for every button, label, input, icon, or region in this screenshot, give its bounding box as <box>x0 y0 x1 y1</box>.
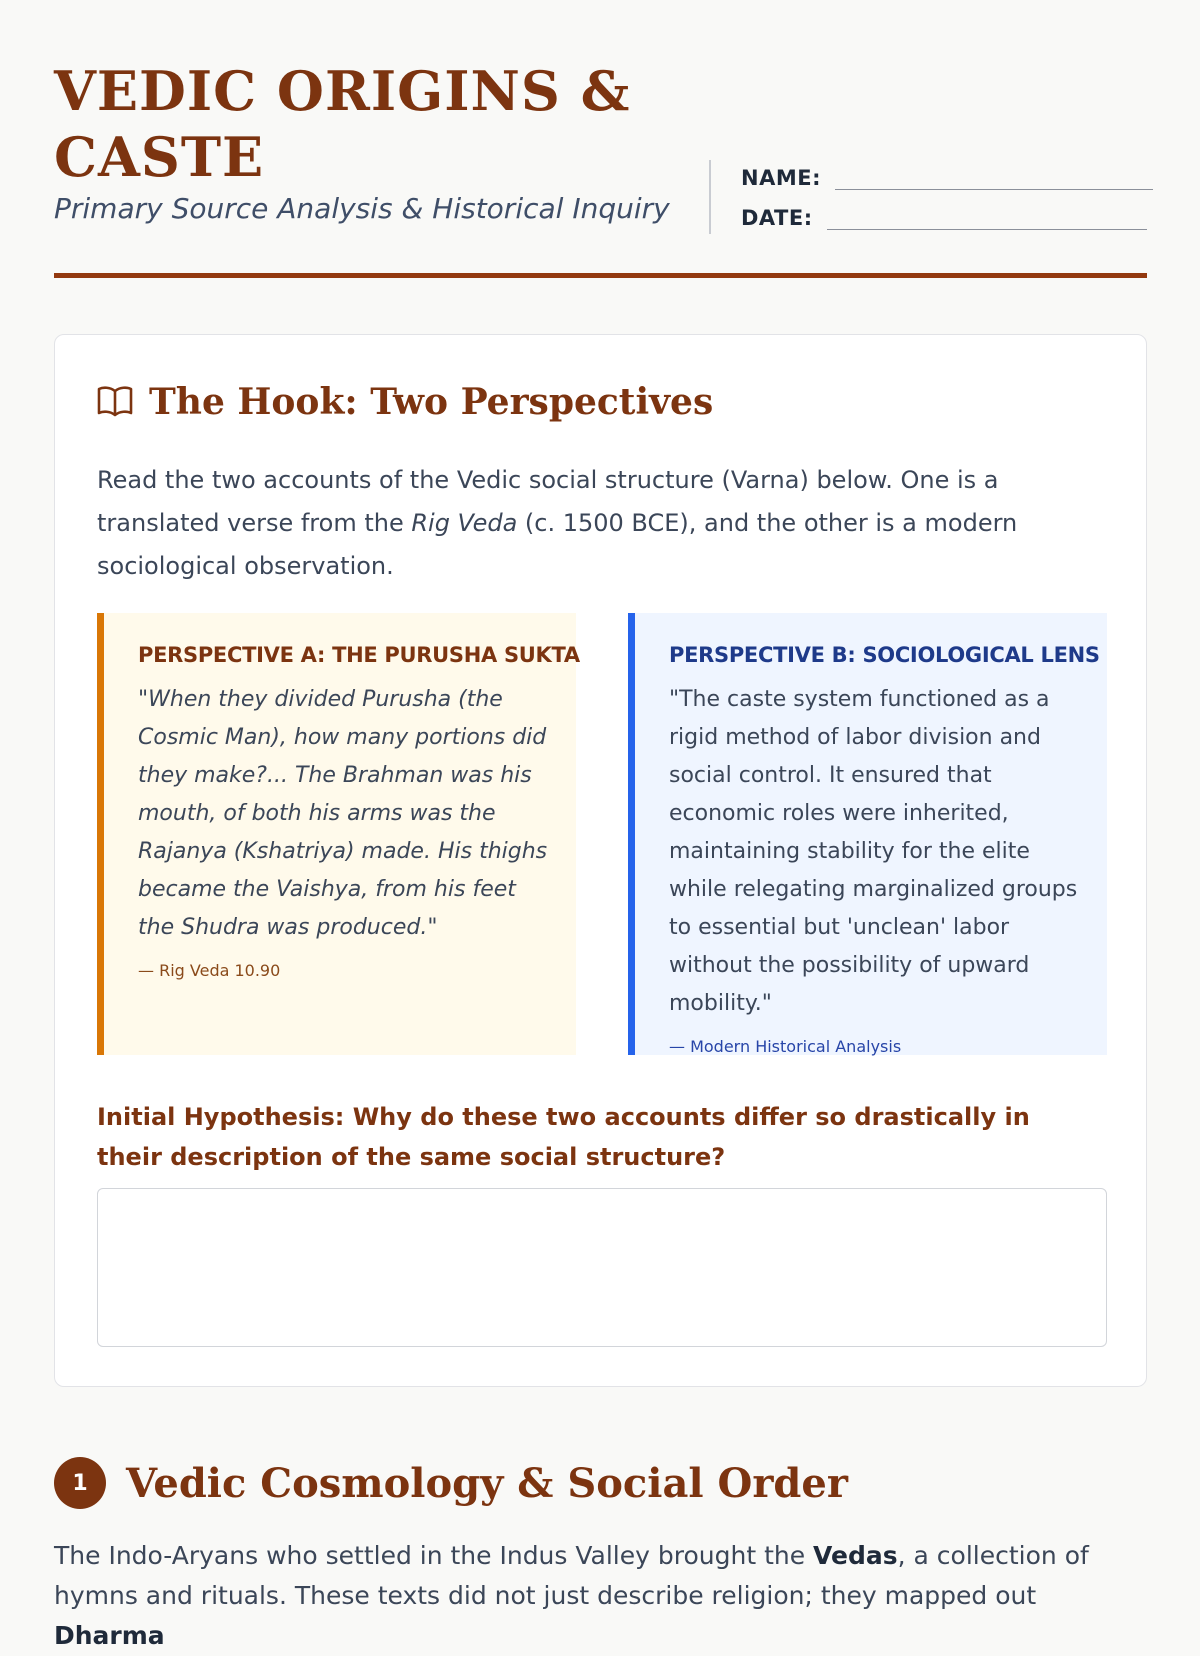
date-label: DATE: <box>741 206 813 230</box>
perspective-b-heading: PERSPECTIVE B: SOCIOLOGICAL LENS <box>669 643 1100 667</box>
worksheet-page <box>54 0 1147 1650</box>
perspective-b-citation: — Modern Historical Analysis <box>669 1037 902 1056</box>
hook-intro <box>97 459 1057 588</box>
section-1-text-2: , a collection of hymns and rituals. These texts did not just describe religion; they mapped out <box>54 1541 1089 1610</box>
name-line[interactable] <box>835 166 1153 190</box>
date-field[interactable] <box>741 206 1147 230</box>
section-1-body <box>54 1536 1147 1656</box>
perspective-a-heading: PERSPECTIVE A: THE PURUSHA SUKTA <box>138 643 580 667</box>
name-field[interactable] <box>741 166 1153 190</box>
section-1-bold-2: Dharma <box>54 1621 165 1650</box>
student-info-box <box>709 160 1147 234</box>
worksheet-header <box>54 0 1147 283</box>
perspective-a-quote: "When they divided Purusha (the Cosmic Man), how many portions did they make?... The Brahman was his mouth, of both his arms was the Rajanya (Kshatriya) made. His thighs became the Vaishya, from his feet the Shudra was produced." <box>138 687 548 940</box>
intro-part-2: (c. 1500 BCE), and the other is a modern sociological observation. <box>97 509 1018 580</box>
hypothesis-question: Initial Hypothesis: Why do these two accounts differ so drastically in their description of the same social structure? <box>97 1103 1030 1171</box>
section-1-title: Vedic Cosmology & Social Order <box>126 1459 848 1507</box>
hook-header <box>97 381 713 423</box>
page-subtitle: Primary Source Analysis & Historical Inquiry <box>54 192 670 225</box>
book-open-icon <box>97 385 133 419</box>
perspective-b-quote: "The caste system functioned as a rigid method of labor division and social control. It ensured that economic roles were inherited, maintaining stability for the elite while relegating marginalized groups to essential but 'unclean' labor without the possibility of upward mobility." <box>669 687 1078 1016</box>
perspective-a-box <box>97 613 580 1055</box>
perspective-b-box <box>628 613 1107 1055</box>
section-1-text-1: The Indo-Aryans who settled in the Indus Valley brought the <box>54 1541 814 1570</box>
hook-card <box>54 334 1147 1387</box>
hook-title: The Hook: Two Perspectives <box>149 381 714 423</box>
header-divider <box>54 273 1147 278</box>
section-1-header <box>54 1457 848 1509</box>
hypothesis-answer-box[interactable] <box>97 1188 1107 1347</box>
name-label: NAME: <box>741 166 821 190</box>
date-line[interactable] <box>827 206 1147 230</box>
perspective-a-citation: — Rig Veda 10.90 <box>138 961 281 980</box>
page-title: VEDIC ORIGINS & CASTE <box>54 59 631 189</box>
intro-part-1: Read the two accounts of the Vedic social structure (Varna) below. One is a translated verse from the <box>97 466 999 537</box>
intro-italic: Rig Veda <box>411 509 518 537</box>
section-1-bold-1: Vedas <box>813 1541 898 1570</box>
section-number-badge: 1 <box>54 1457 106 1509</box>
